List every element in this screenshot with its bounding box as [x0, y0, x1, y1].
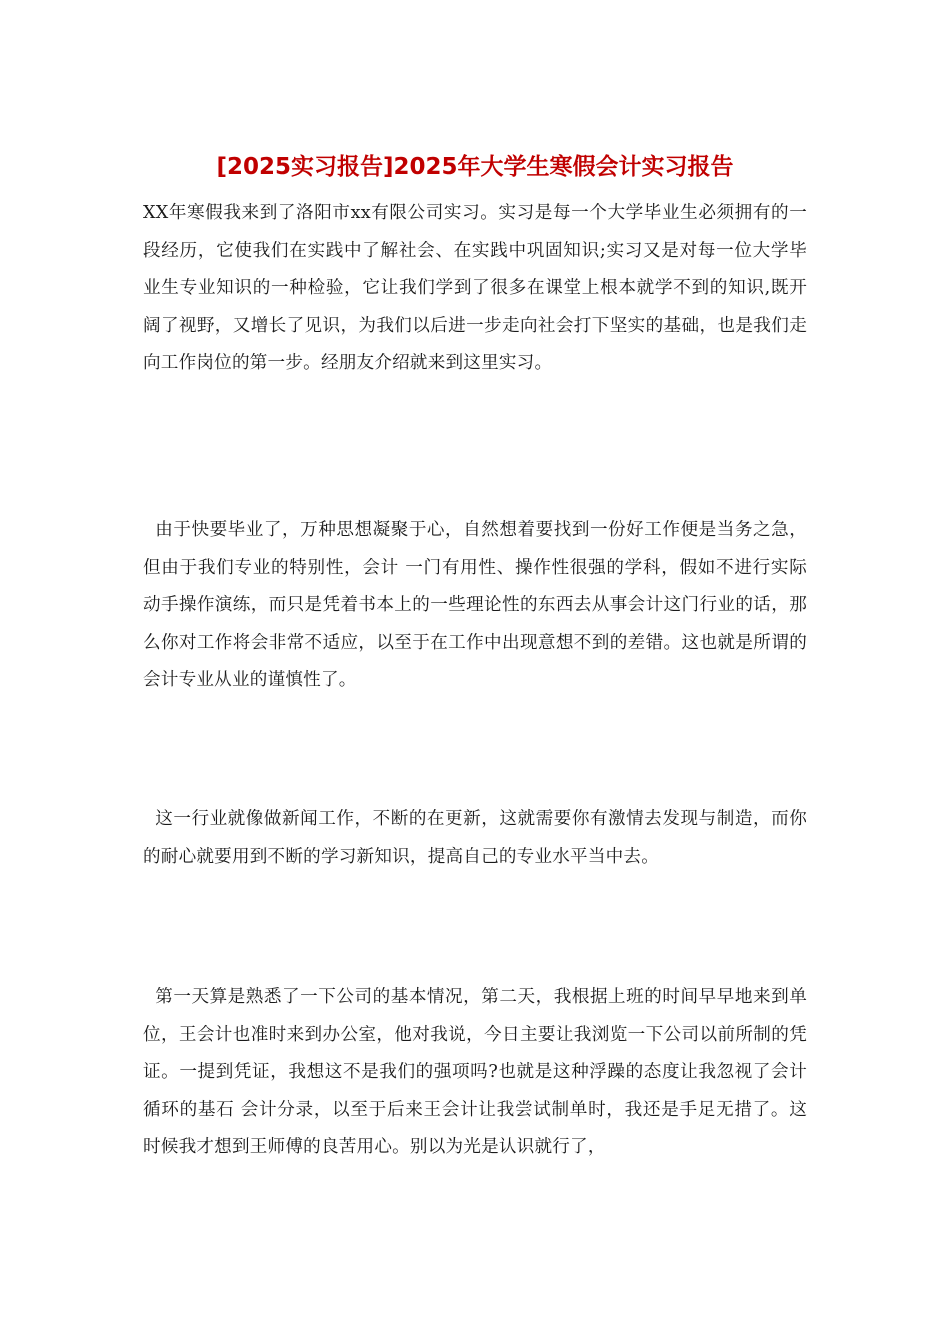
paragraph-graduation: 由于快要毕业了，万种思想凝聚于心，自然想着要找到一份好工作便是当务之急，但由于我们专业的特别性，会计 一门有用性、操作性很强的学科，假如不进行实际动手操作演练，而只是凭着书本上的一些理论性的东西去从事会计这门行业的话，那么你对工作将会非常不适应，以至于在工作中出现意想不到的差错。这也就是所谓的会计专业从业的谨慎性了。 — [143, 520, 807, 690]
document-title: [2025实习报告]2025年大学生寒假会计实习报告 — [216, 154, 734, 180]
paragraph-intro: XX年寒假我来到了洛阳市xx有限公司实习。实习是每一个大学毕业生必须拥有的一段经历，它使我们在实践中了解社会、在实践中巩固知识;实习又是对每一位大学毕业生专业知识的一种检验，它让我们学到了很多在课堂上根本就学不到的知识,既开阔了视野，又增长了见识，为我们以后进一步走向社会打下坚实的基础，也是我们走向工作岗位的第一步。经朋友介绍就来到这里实习。 — [143, 203, 807, 373]
paragraph-first-day: 第一天算是熟悉了一下公司的基本情况，第二天，我根据上班的时间早早地来到单位，王会计也准时来到办公室，他对我说，今日主要让我浏览一下公司以前所制的凭证。一提到凭证，我想这不是我们的强项吗?也就是这种浮躁的态度让我忽视了会计循环的基石 会计分录，以至于后来王会计让我尝试制单时，我还是手足无措了。这时候我才想到王师傅的良苦用心。别以为光是认识就行了， — [143, 987, 807, 1157]
paragraph-industry: 这一行业就像做新闻工作，不断的在更新，这就需要你有激情去发现与制造，而你的耐心就要用到不断的学习新知识，提高自己的专业水平当中去。 — [143, 809, 807, 867]
